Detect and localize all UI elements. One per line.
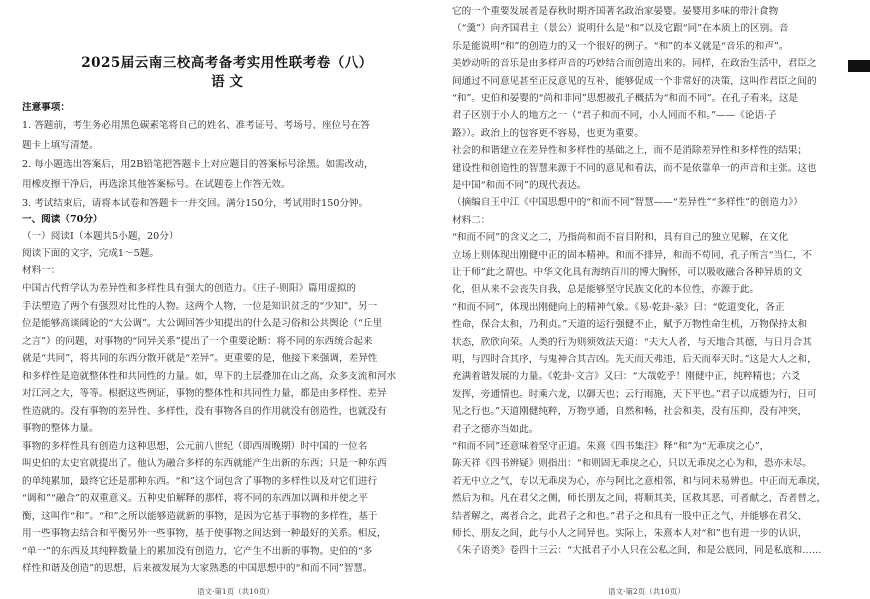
body-line: 《朱子语类》卷四十三云：“大抵君子小人只在公私之间，和是公底同，同是私底和…… <box>452 545 822 557</box>
notice-line: 题卡上填写清楚。 <box>22 139 99 151</box>
page-footer-right: 语文·第2页（共10页） <box>608 587 685 596</box>
material-label: 材料一： <box>22 265 61 276</box>
body-line: 明，与四时合其序，与鬼神合其吉凶。先天而天弗违，后天而奉天时。”这是大人之和， <box>452 354 817 365</box>
instruction: 阅读下面的文字，完成1～5题。 <box>22 248 159 259</box>
body-line: 状态，欣欣向荣。人类的行为则须效法天道：“夫大人者，与天地合其德，与日月合其 <box>452 336 812 348</box>
body-line: 然后为和。凡在君父之侧，师长朋友之间，将顺其美，匡救其恶，可者献之，否者替之， <box>452 493 827 505</box>
body-line: 它的一个重要发展者是春秋时期齐国著名政治家晏婴。晏婴用多味的带汁食物 <box>452 6 779 17</box>
notice-line: 用橡皮擦干净后，再选涂其他答案标号。在试题卷上作答无效。 <box>22 178 291 190</box>
notice-line: 2. 每小题选出答案后，用2B铅笔把答题卡上对应题目的答案标号涂黑。如需改动， <box>22 159 374 170</box>
notice-line: 1. 答题前，考生务必用黑色碳素笔将自己的姓名、准考证号、考场号、座位号在答 <box>22 120 370 131</box>
body-line: 事物的整体力量。 <box>22 423 99 434</box>
body-line: “和”。史伯和晏婴的“尚和非同”思想被孔子概括为“和而不同”。在孔子看来，这是 <box>452 93 799 104</box>
body-line: 结者解之，离者合之，此君子之和也。”君子之和具有一股中正之气，并能够在君父、 <box>452 510 808 522</box>
body-line: 之言”）的问题，对事物的“同异关系”提出了一个重要论断：将不同的东西统合起来 <box>22 335 373 347</box>
body-line: 社会的和谐建立在差异性和多样性的基础之上，而不是消除差异性和多样性的结果； <box>452 145 807 157</box>
corner-mark <box>848 60 870 72</box>
body-line: 陈天祥《四书辨疑》则指出：“和则固无乖戾之心，只以无乖戾之心为和，恐亦未尽。 <box>452 458 812 470</box>
body-line: 中国古代哲学认为差异性和多样性具有强大的创造力。《庄子·则阳》篇用虚拟的 <box>22 283 357 294</box>
section-heading: 一、阅读（70分） <box>22 214 103 225</box>
body-line: “和而不同”，体现出刚健向上的精神气象。《易·乾卦·彖》曰：“乾道变化，各正 <box>452 301 785 313</box>
body-line: （“羹”）向齐国君主（景公）说明什么是“和”以及它跟“同”在本质上的区别。音 <box>452 23 789 35</box>
body-line: 事物的多样性具有创造力这种思想，公元前八世纪（即西周晚期）时中国的一位名 <box>22 440 368 452</box>
exam-title: 2025届云南三校高考备考实用性联考卷（八） <box>81 55 373 71</box>
body-line: 是中国“和而不同”的现代表达。 <box>452 180 587 191</box>
body-line: “调和”“融合”的双重意义。五种史伯解释的那样，将不同的东西加以调和并使之平 <box>22 493 368 504</box>
body-line: “和而不同”的含义之二，乃指尚和而不盲目附和，具有自己的独立见解，在文化 <box>452 232 788 244</box>
notice-heading: 注意事项： <box>22 102 70 113</box>
body-line: （摘编自王中江《中国思想中的“和而不同”智慧——“差异性”“多样性”的创造力》） <box>452 197 803 209</box>
body-line: 化，但从来不会丧失自我，总是能够坚守民族文化的本位性，亦源于此。 <box>452 284 759 296</box>
body-line: 就是“共同”，将共同的东西分散开就是“差异”。更重要的是，他接下来强调，差异性 <box>22 353 378 364</box>
body-line: 见之行也。”天道刚健纯粹，万物亨通，自然和畅，社会和美，没有压抑，没有冲突， <box>452 406 808 418</box>
subject-title: 语 文 <box>211 74 243 90</box>
body-line: 手法塑造了两个有强烈对比性的人物。这两个人物，一位是知识贫乏的“少知”，另一 <box>22 300 378 312</box>
body-line: 建设性和创造性的智慧来源于不同的意见和看法，而不是依靠单一的声音和主张。这也 <box>452 162 817 174</box>
body-line: 的单纯累加，最终它还是那种东西。“和”这个词包含了事物的多样性以及对它们进行 <box>22 475 378 487</box>
body-line: 充满着谐发展的力量。《乾卦·文言》又曰：“大哉乾乎！刚健中正，纯粹精也；六爻 <box>452 371 801 383</box>
body-line: 衡，这叫作“和”。“和”之所以能够造就新的事物，是因为它基于事物的多样性，基于 <box>22 510 378 522</box>
body-line: 君子区别于小人的地方之一（“君子和而不同，小人同而不和。”——《论语·子 <box>452 110 777 122</box>
body-line: “单一”的东西及其纯粹数量上的累加没有创造力，它产生不出新的事物。史伯的“多 <box>22 545 373 557</box>
sub-heading: （一）阅读Ⅰ（本题共5小题，20分） <box>22 231 179 242</box>
body-line: 师长、朋友之间，此与小人之同异也。实际上，朱熹本人对“和”也有进一步的认识， <box>452 528 808 539</box>
body-line: 样性和谐及创造”的思想，后来被发展为大家熟悉的中国思想中的“和而不同”智慧。 <box>22 563 373 574</box>
body-line: “和而不同”还意味着坚守正道。朱熹《四书集注》释“和”为“无乖戾之心”， <box>452 441 770 452</box>
body-line: 性命，保合太和，乃利贞。”天道的运行强健不止，赋予万物性命生机，万物保持太和 <box>452 319 808 331</box>
body-line: 对江河之大，等等。根据这些例证，事物的整体性和共同性力量，都是由多样性、差异 <box>22 388 387 399</box>
body-line: 叫史伯的太史官就提出了。他认为融合多样的东西就能产生出新的东西；只是一种东西 <box>22 458 387 469</box>
body-line: 和多样性是造就整体性和共同性的力量。如，卑下的土层叠加在山之高，众多支流和河水 <box>22 370 397 382</box>
body-line: 让于师”此之谓也。中华文化具有海纳百川的博大胸怀，可以吸收融合各种异质的文 <box>452 267 803 278</box>
body-line: 位是能够高谈阔论的“大公调”。大公调回答少知提出的什么是习俗和公共舆论（“丘里 <box>22 318 383 329</box>
body-line: 君子之德亦当如此。 <box>452 423 539 435</box>
notice-line: 3. 考试结束后，请将本试卷和答题卡一并交回。满分150分，考试用时150分钟。 <box>22 198 369 209</box>
body-line: 美妙动听的音乐是由多样声音的巧妙结合而创造出来的。同样，在政治生活中，君臣之 <box>452 58 817 70</box>
body-line: 用一些事物去结合和平衡另外一些事物，基于使事物之间达到一种最好的关系。相反， <box>22 528 387 539</box>
body-line: 发挥，旁通情也。时乘六龙，以御天也；云行雨施，天下平也。”君子以成德为行，日可 <box>452 388 817 400</box>
body-line: 立场上则体现出刚健中正的固本精神。和而不排异，和而不苟同，孔子所言“当仁，不 <box>452 249 812 261</box>
body-line: 间通过不同意见甚至正反意见的互补，能够促成一个非常好的决策，这叫作君臣之间的 <box>452 75 817 87</box>
body-line: 材料二： <box>452 214 491 226</box>
body-line: 若无中立之气，专以无乖戾为心，亦与阿比之意相邻，和与同未易辨也。中正而无乖戾， <box>452 475 827 487</box>
body-line: 乐是能说明“和”的创造力的又一个很好的例子。“和”的本义就是“音乐的和声”。 <box>452 40 789 52</box>
body-line: 路》）。政治上的包容更不容易，也更为重要。 <box>452 127 644 139</box>
body-line: 性造就的。没有事物的差异性、多样性，没有事物各自的作用就没有创造性，也就没有 <box>22 405 387 417</box>
page-footer-left: 语文·第1页（共10页） <box>197 587 274 596</box>
